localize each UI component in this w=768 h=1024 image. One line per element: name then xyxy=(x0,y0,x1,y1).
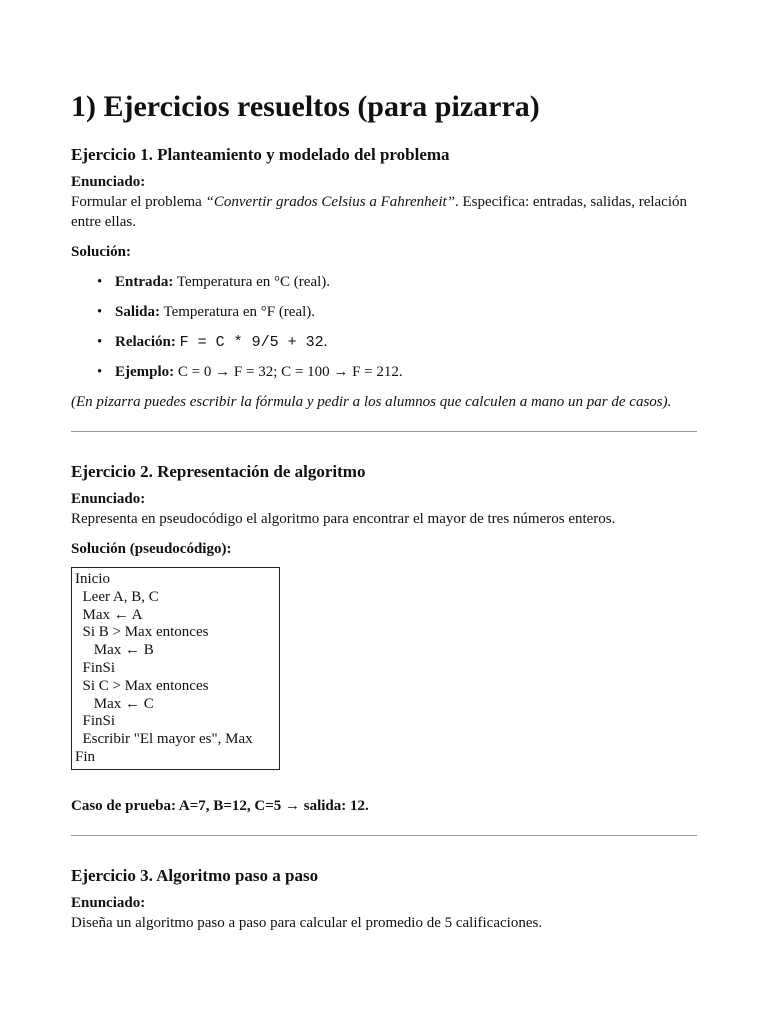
exercise-1 xyxy=(71,144,697,412)
exercise-2-heading: Ejercicio 2. Representación de algoritmo xyxy=(71,462,366,481)
exercise-3-statement-label: Enunciado: xyxy=(71,894,146,911)
page-title: 1) Ejercicios resueltos (para pizarra) xyxy=(71,90,540,123)
exercise-1-heading: Ejercicio 1. Planteamiento y modelado del problema xyxy=(71,145,450,164)
exercise-3 xyxy=(71,865,697,933)
list-item-value: . xyxy=(323,334,328,350)
list-item xyxy=(97,302,697,323)
pseudocode-box: Inicio Leer A, B, C Max ← A Si B > Max entonces Max ← B FinSi Si C > Max entonces Max ← C FinSi Escribir "El mayor es", Max Fin xyxy=(71,567,280,770)
exercise-1-solution-label: Solución: xyxy=(71,244,132,260)
exercise-1-solution-list xyxy=(71,272,697,383)
divider xyxy=(71,835,697,836)
exercise-3-heading: Ejercicio 3. Algoritmo paso a paso xyxy=(71,865,319,885)
list-item-key: Relación: xyxy=(115,334,176,350)
exercise-3-statement: Diseña un algoritmo paso a paso para calcular el promedio de 5 calificaciones. xyxy=(71,914,543,931)
list-item-value: C = 0 → F = 32; C = 100 → F = 212. xyxy=(174,364,403,380)
exercise-1-statement-post: . Especifica: entradas, salidas, relación entre ellas. xyxy=(71,194,687,230)
divider xyxy=(71,431,697,432)
list-item-value: Temperatura en °F (real). xyxy=(160,304,316,320)
formula-code: F = C * 9/5 + 32 xyxy=(179,334,324,351)
exercise-1-statement xyxy=(71,192,697,232)
exercise-2-test-case: Caso de prueba: A=7, B=12, C=5 → salida: 12. xyxy=(71,797,369,814)
list-item xyxy=(97,332,697,353)
list-item-value: Temperatura en °C (real). xyxy=(173,274,331,290)
exercise-1-note-text: (En pizarra puedes escribir la fórmula y pedir a los alumnos que calculen a mano un par de casos). xyxy=(71,394,672,410)
exercise-1-statement-quote: “Convertir grados Celsius a Fahrenheit” xyxy=(205,194,456,210)
exercise-1-statement-label: Enunciado: xyxy=(71,174,146,190)
list-item xyxy=(97,362,697,383)
exercise-1-statement-pre: Formular el problema xyxy=(71,194,206,210)
exercise-2-statement: Representa en pseudocódigo el algoritmo para encontrar el mayor de tres números enteros. xyxy=(71,511,616,527)
list-item-key: Ejemplo: xyxy=(115,364,175,380)
exercise-2 xyxy=(71,461,697,816)
exercise-2-statement-label: Enunciado: xyxy=(71,491,146,507)
exercise-1-note xyxy=(71,392,697,412)
list-item-key: Entrada: xyxy=(115,274,174,290)
exercise-2-solution-label: Solución (pseudocódigo): xyxy=(71,541,232,557)
list-item-key: Salida: xyxy=(115,304,161,320)
list-item xyxy=(97,272,697,293)
